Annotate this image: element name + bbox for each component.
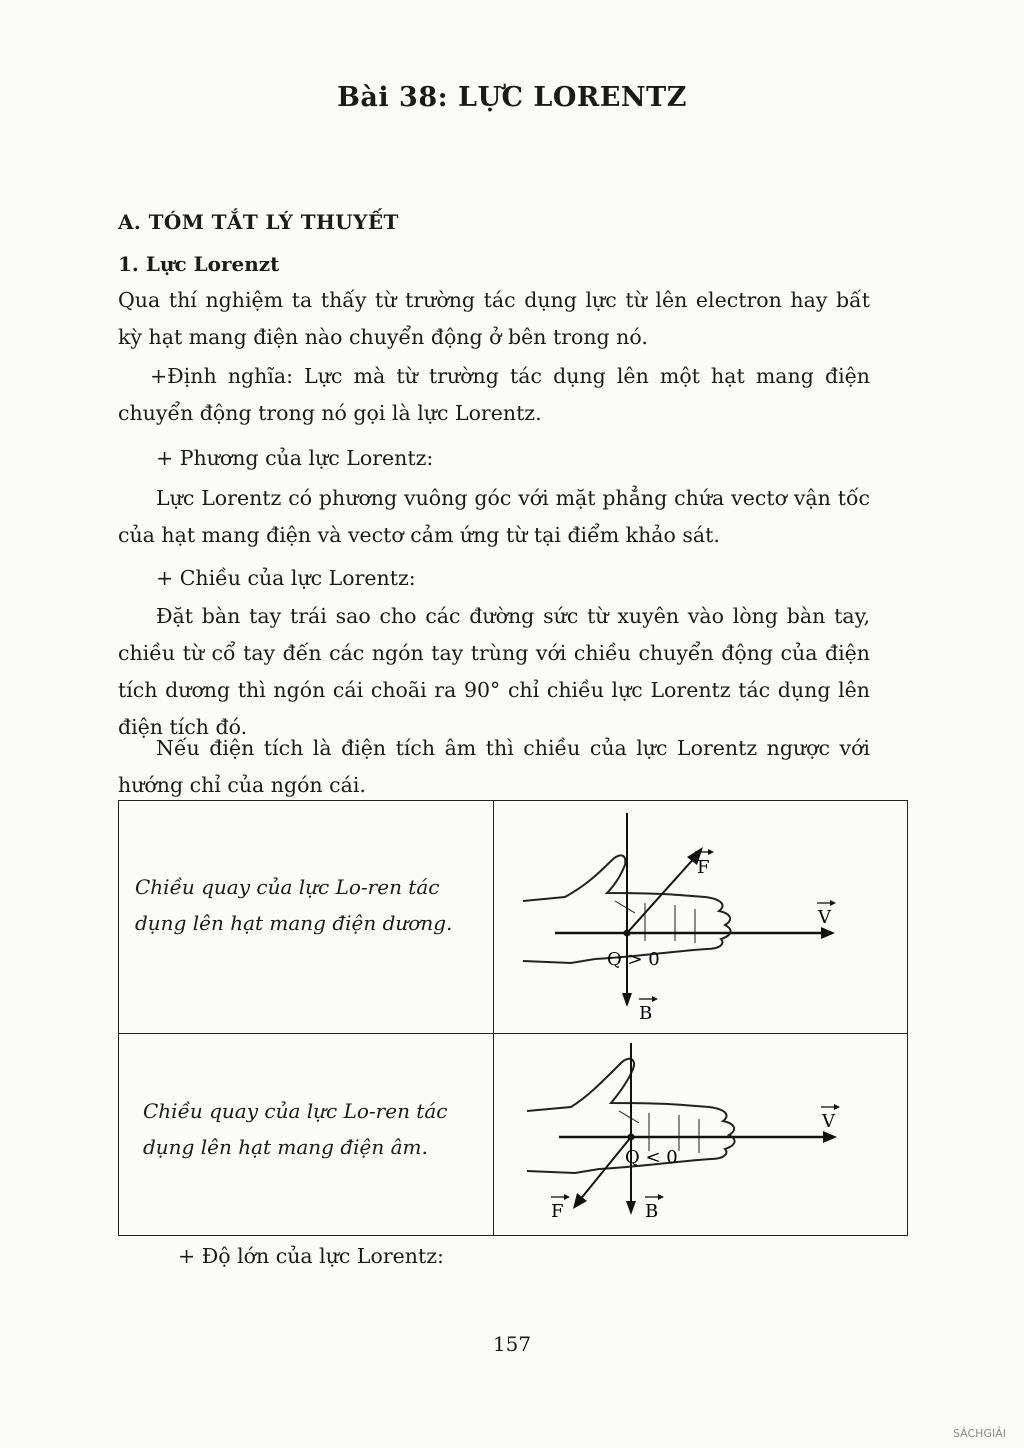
- subsection-heading: 1. Lực Lorenzt: [118, 252, 280, 276]
- page-title: Bài 38: LỰC LORENTZ: [337, 82, 687, 113]
- hand-rule-table: [118, 800, 908, 1236]
- watermark: SÁCHGIẢI: [952, 1427, 1006, 1440]
- paragraph-sense-heading: + Chiều của lực Lorentz:: [156, 566, 416, 590]
- field-label: B: [639, 1003, 653, 1024]
- field-label: B: [645, 1201, 659, 1222]
- table-row-negative: [119, 1033, 907, 1234]
- negative-charge-caption: Chiều quay của lực Lo-ren tác dụng lên hạt mang điện âm.: [143, 1099, 448, 1159]
- charge-label: Q < 0: [625, 1147, 678, 1168]
- positive-charge-caption: Chiều quay của lực Lo-ren tác dụng lên hạt mang điện dương.: [135, 875, 453, 935]
- paragraph-definition: +Định nghĩa: Lực mà từ trường tác dụng lên một hạt mang điện chuyển động trong nó gọi là lực Lorentz.: [118, 364, 870, 425]
- force-label: F: [551, 1201, 564, 1222]
- page-number: 157: [492, 1332, 532, 1356]
- left-hand-positive-figure: [495, 801, 907, 1033]
- force-arrow: [579, 1137, 631, 1201]
- charge-label: Q > 0: [607, 949, 660, 970]
- magnitude-heading: + Độ lớn của lực Lorentz:: [178, 1244, 444, 1268]
- velocity-label: V: [822, 1111, 835, 1132]
- paragraph-direction-heading: + Phương của lực Lorentz:: [156, 446, 434, 470]
- velocity-label: V: [818, 907, 831, 928]
- paragraph-direction: Lực Lorentz có phương vuông góc với mặt phẳng chứa vectơ vận tốc của hạt mang điện và vectơ cảm ứng từ tại điểm khảo sát.: [118, 486, 870, 547]
- left-hand-negative-figure: [495, 1033, 907, 1234]
- table-row-positive: [119, 801, 907, 1034]
- paragraph-negative-charge: Nếu điện tích là điện tích âm thì chiều của lực Lorentz ngược với hướng chỉ của ngón cái.: [118, 736, 870, 797]
- section-heading: A. TÓM TẮT LÝ THUYẾT: [118, 210, 399, 234]
- paragraph-left-hand-rule: Đặt bàn tay trái sao cho các đường sức từ xuyên vào lòng bàn tay, chiều từ cổ tay đến các ngón tay trùng với chiều chuyển động của điện tích dương thì ngón cái choãi ra 90° chỉ chiều lực Lorentz tác dụng lên điện tích đó.: [118, 604, 870, 739]
- force-label: F: [697, 857, 710, 878]
- paragraph-intro: Qua thí nghiệm ta thấy từ trường tác dụng lực từ lên electron hay bất kỳ hạt mang điện nào chuyển động ở bên trong nó.: [118, 288, 870, 349]
